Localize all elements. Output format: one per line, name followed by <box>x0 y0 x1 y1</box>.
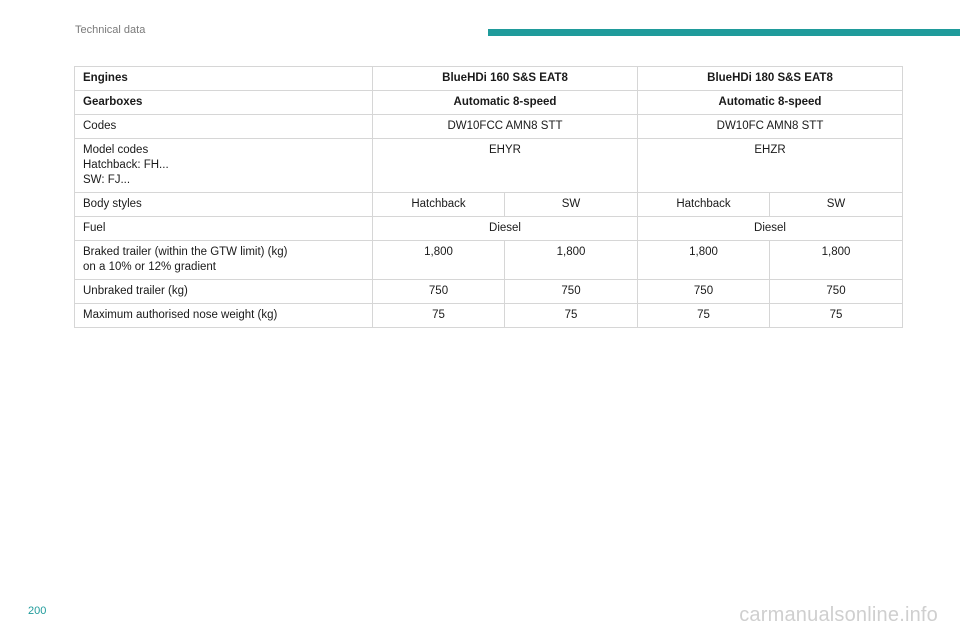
table-cell: SW <box>505 193 638 217</box>
row-label-line: Model codes <box>83 144 149 156</box>
table-cell: Diesel <box>373 217 638 241</box>
table-row <box>75 280 903 304</box>
table-cell: EHYR <box>373 139 638 193</box>
row-label-line: Codes <box>83 120 117 132</box>
row-label <box>75 139 373 193</box>
row-label <box>75 241 373 280</box>
header-accent-bar <box>488 29 960 36</box>
row-label-line: Braked trailer (within the GTW limit) (kg) <box>83 246 288 258</box>
row-label-line: Fuel <box>83 222 106 234</box>
table-cell: 1,800 <box>638 241 770 280</box>
row-label <box>75 217 373 241</box>
row-label <box>75 67 373 91</box>
table-row <box>75 91 903 115</box>
table-cell: EHZR <box>638 139 903 193</box>
row-label <box>75 304 373 328</box>
table-cell: Diesel <box>638 217 903 241</box>
row-label-line: Body styles <box>83 198 142 210</box>
watermark[interactable]: carmanualsonline.info <box>739 604 938 626</box>
table-cell: 750 <box>638 280 770 304</box>
table-row <box>75 304 903 328</box>
table-cell: SW <box>770 193 903 217</box>
page-number: 200 <box>28 605 47 617</box>
table-cell: 75 <box>373 304 505 328</box>
table-cell: BlueHDi 160 S&S EAT8 <box>373 67 638 91</box>
table-cell: Automatic 8-speed <box>373 91 638 115</box>
table-cell: 750 <box>505 280 638 304</box>
row-label-line: Maximum authorised nose weight (kg) <box>83 309 278 321</box>
table-cell: BlueHDi 180 S&S EAT8 <box>638 67 903 91</box>
table-row <box>75 241 903 280</box>
table-cell: 750 <box>770 280 903 304</box>
row-label-line: on a 10% or 12% gradient <box>83 261 216 273</box>
row-label <box>75 91 373 115</box>
row-label <box>75 115 373 139</box>
table-row <box>75 67 903 91</box>
row-label-line: Engines <box>83 72 128 84</box>
table-cell: DW10FCC AMN8 STT <box>373 115 638 139</box>
engine-spec-table <box>74 66 903 328</box>
table-cell: 75 <box>638 304 770 328</box>
table-row <box>75 139 903 193</box>
table-cell: 1,800 <box>770 241 903 280</box>
section-title: Technical data <box>75 24 146 36</box>
table-cell: DW10FC AMN8 STT <box>638 115 903 139</box>
table-cell: 75 <box>770 304 903 328</box>
table-cell: Hatchback <box>638 193 770 217</box>
table-row <box>75 217 903 241</box>
table-row <box>75 115 903 139</box>
table-row <box>75 193 903 217</box>
row-label-line: Unbraked trailer (kg) <box>83 285 188 297</box>
table-cell: Automatic 8-speed <box>638 91 903 115</box>
row-label <box>75 193 373 217</box>
row-label <box>75 280 373 304</box>
table-cell: 1,800 <box>373 241 505 280</box>
row-label-line: Gearboxes <box>83 96 143 108</box>
row-label-line: Hatchback: FH... <box>83 159 169 171</box>
row-label-line: SW: FJ... <box>83 174 131 186</box>
table-cell: Hatchback <box>373 193 505 217</box>
table-cell: 750 <box>373 280 505 304</box>
table-cell: 75 <box>505 304 638 328</box>
table-cell: 1,800 <box>505 241 638 280</box>
